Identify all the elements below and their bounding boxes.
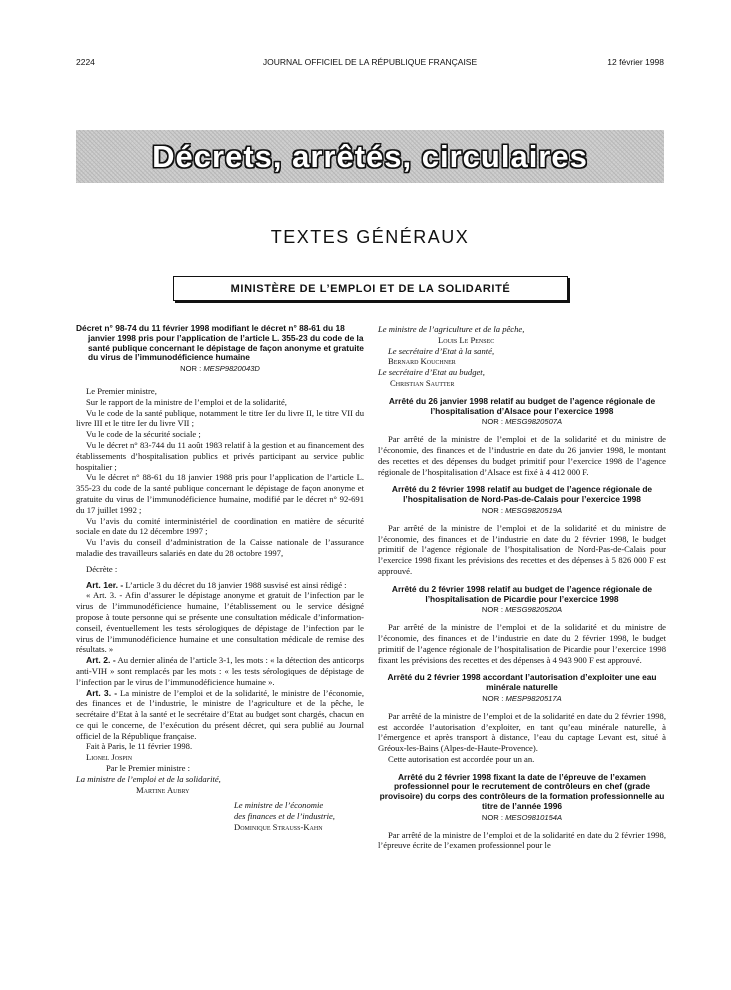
decrete: Décrète : <box>86 563 118 574</box>
nor-code: MESG9820507A <box>505 417 563 427</box>
act-nor <box>378 813 666 824</box>
decree-nor <box>76 364 364 375</box>
nor-label: NOR : <box>481 417 503 427</box>
article-1-text: L’article 3 du décret du 18 janvier 1988 susvisé est ainsi rédigé : <box>125 579 347 590</box>
rubric-title: Décrets, arrêtés, circulaires <box>152 138 588 174</box>
right-column <box>378 324 666 851</box>
minister-emploi: La ministre de l’emploi et de la solidarité, <box>76 773 221 784</box>
secretary-health: Le secrétaire d’Etat à la santé, <box>388 345 495 356</box>
article-3-label: Art. 3. - <box>86 687 118 698</box>
paragraph: Vu l’avis du comité interministériel de coordination en matière de sécurité sociale en date du 12 décembre 1997 ; <box>76 515 364 537</box>
article-1-label: Art. 1er. - <box>86 579 124 590</box>
paragraph: Vu le décret n° 83-744 du 11 août 1983 relatif à la gestion et au financement des établissements d’hospitalisation publics et privés participant au service public hospitalier ; <box>76 439 364 472</box>
signer-prime-minister: Lionel Jospin <box>86 752 133 763</box>
decree-title: Décret n° 98-74 du 11 février 1998 modifiant le décret n° 88-61 du 18 janvier 1998 pris pour l’application de l’article L. 355-23 du code de la santé publique concernant le dépistage de façon anonyme et gratuite du virus de l’immunodéficience humaine <box>76 323 364 363</box>
act-body: Par arrêté de la ministre de l’emploi et de la solidarité en date du 2 février 1998, est accordée l’autorisation d’exploiter, en tant qu’eau minérale naturelle, à l’émergence et après transport à distance, l’eau du captage Levant est, situé à Gréoux-les-Bains (Alpes-de-Haute-Provence). <box>378 710 666 754</box>
section-title: TEXTES GÉNÉRAUX <box>270 227 470 247</box>
act-body: Par arrêté de la ministre de l’emploi et de la solidarité et du ministre de l’économie, des finances et de l’industrie en date du 2 février 1998, le budget primitif de l’agence régionale de l’hospitalisation de Nord-Pas-de-Calais pour l’exercice 1998 fixant les prévisions des recettes et des dépenses à 5 826 000 F est approuvé. <box>378 522 666 576</box>
act-nor <box>378 605 666 616</box>
signer-economy: Dominique Strauss-Kahn <box>234 822 323 833</box>
secretary-budget: Le secrétaire d’Etat au budget, <box>378 367 485 378</box>
ministry-label: MINISTÈRE DE L’EMPLOI ET DE LA SOLIDARITÉ <box>230 282 511 295</box>
article-2 <box>76 655 364 687</box>
article-1-quote: « Art. 3. - Afin d’assurer le dépistage anonyme et gratuit de l’infection par le virus de l’immunodéficience humaine, l’établissement ou le service désigné propose à toute personne qui se présente une consultation médicale d’information-conseil, éventuellement les tests sérologiques de dépistage de l’infection par le virus de l’immunodéficience humaine et une consultation médicale de remise des résultats. » <box>76 590 364 655</box>
rubric-banner <box>76 130 664 183</box>
left-column <box>76 324 364 833</box>
minister-economy-1: Le ministre de l’économie <box>234 800 324 811</box>
ministry-box <box>173 276 568 301</box>
nor-label: NOR : <box>180 364 202 374</box>
act-body: Par arrêté de la ministre de l’emploi et de la solidarité et du ministre de l’économie, des finances et de l’industrie en date du 26 janvier 1998, le montant des recettes et des dépenses du budget primitif pour l’exercice 1998 de l’agence régionale de l’hospitalisation d’Alsace est fixé à 4 412 000 F. <box>378 434 666 477</box>
nor-label: NOR : <box>481 812 503 822</box>
article-1 <box>76 580 364 591</box>
by-prime-minister: Par le Premier ministre : <box>106 763 191 774</box>
issue-date: 12 février 1998 <box>607 57 664 67</box>
article-3-text: La ministre de l’emploi et de la solidarité, le ministre de l’économie, des finances et de l’industrie, le ministre de l’agriculture et de la pêche, le secrétaire d’Etat à la santé et le secrétaire d’Etat au budget sont chargés, chacun en ce qui le concerne, de l’exécution du présent décret, qui sera publié au Journal officiel de la République française. <box>76 687 365 741</box>
act-title: Arrêté du 2 février 1998 relatif au budget de l’agence régionale de l’hospitalisation de Picardie pour l’exercice 1998 <box>391 583 653 604</box>
paragraph: Le Premier ministre, <box>86 385 157 396</box>
nor-code: MESO9810154A <box>505 812 563 822</box>
nor-code: MESP9820517A <box>505 693 562 703</box>
signer-health: Bernard Kouchner <box>388 356 456 367</box>
act-nor <box>378 694 666 705</box>
act-title: Arrêté du 2 février 1998 accordant l’autorisation d’exploiter une eau minérale naturelle <box>387 672 657 693</box>
nor-label: NOR : <box>482 693 504 703</box>
act-title: Arrêté du 26 janvier 1998 relatif au budget de l’agence régionale de l’hospitalisation d’Alsace pour l’exercice 1998 <box>388 395 656 416</box>
signer-budget: Christian Sautter <box>390 377 455 388</box>
nor-code: MESP9820043D <box>203 364 260 374</box>
paragraph: Vu l’avis du conseil d’administration de la Caisse nationale de l’assurance maladie des travailleurs salariés en date du 28 octobre 1997, <box>76 537 364 558</box>
nor-code: MESG9820519A <box>505 505 563 515</box>
paragraph: Vu le code de la santé publique, notamment le titre Ier du livre II, le titre VII du livre III et le titre Ier du livre VII ; <box>76 407 364 429</box>
article-2-label: Art. 2. - <box>86 655 116 666</box>
page-number: 2224 <box>76 57 95 67</box>
running-header <box>76 57 664 69</box>
act-title: Arrêté du 2 février 1998 fixant la date de l’épreuve de l’examen professionnel pour le recrutement de contrôleurs en chef (grade provisoire) du corps des contrôleurs de la formation professionnelle au titre de l’année 1996 <box>379 771 665 812</box>
minister-economy-2: des finances et de l’industrie, <box>234 811 335 822</box>
paragraph: Sur le rapport de la ministre de l’emploi et de la solidarité, <box>86 396 287 407</box>
done-at: Fait à Paris, le 11 février 1998. <box>86 741 193 752</box>
minister-agriculture: Le ministre de l’agriculture et de la pêche, <box>378 324 525 334</box>
article-3 <box>76 688 364 742</box>
act-body: Par arrêté de la ministre de l’emploi et de la solidarité et du ministre de l’économie, des finances et de l’industrie en date du 2 février 1998, le budget primitif de l’agence régionale de l’hospitalisation de Picardie pour l’exercice 1998 fixant les prévisions des recettes et des dépenses à 4 943 900 F est approuvé. <box>378 622 666 665</box>
signer-agriculture: Louis Le Pensec <box>438 334 495 345</box>
nor-label: NOR : <box>481 505 503 515</box>
nor-label: NOR : <box>481 605 503 615</box>
paragraph: Vu le code de la sécurité sociale ; <box>86 429 201 440</box>
act-body-extra: Cette autorisation est accordée pour un an. <box>388 753 535 764</box>
article-2-text: Au dernier alinéa de l’article 3-1, les mots : « la détection des anticorps anti-VIH » sont remplacés par les mots : « les tests sérologiques de dépistage de l’infection par le virus de l’immunodéficience humaine ». <box>76 655 364 687</box>
signer-emploi: Martine Aubry <box>136 784 190 795</box>
act-nor <box>378 417 666 428</box>
act-body: Par arrêté de la ministre de l’emploi et de la solidarité en date du 2 février 1998, l’épreuve écrite de l’examen professionnel pour le <box>378 829 666 851</box>
paragraph: Vu le décret n° 88-61 du 18 janvier 1988 pris pour l’application de l’article L. 355-23 du code de la santé publique concernant le dépistage de façon anonyme et gratuite du virus de l’immunodéficience humaine, modifié par le décret n° 92-691 du 17 juillet 1992 ; <box>76 472 364 515</box>
act-nor <box>378 506 666 517</box>
journal-name: JOURNAL OFFICIEL DE LA RÉPUBLIQUE FRANÇAISE <box>262 57 478 67</box>
nor-code: MESG9820520A <box>505 605 563 615</box>
act-title: Arrêté du 2 février 1998 relatif au budget de l’agence régionale de l’hospitalisation de Nord-Pas-de-Calais pour l’exercice 1998 <box>391 484 653 505</box>
